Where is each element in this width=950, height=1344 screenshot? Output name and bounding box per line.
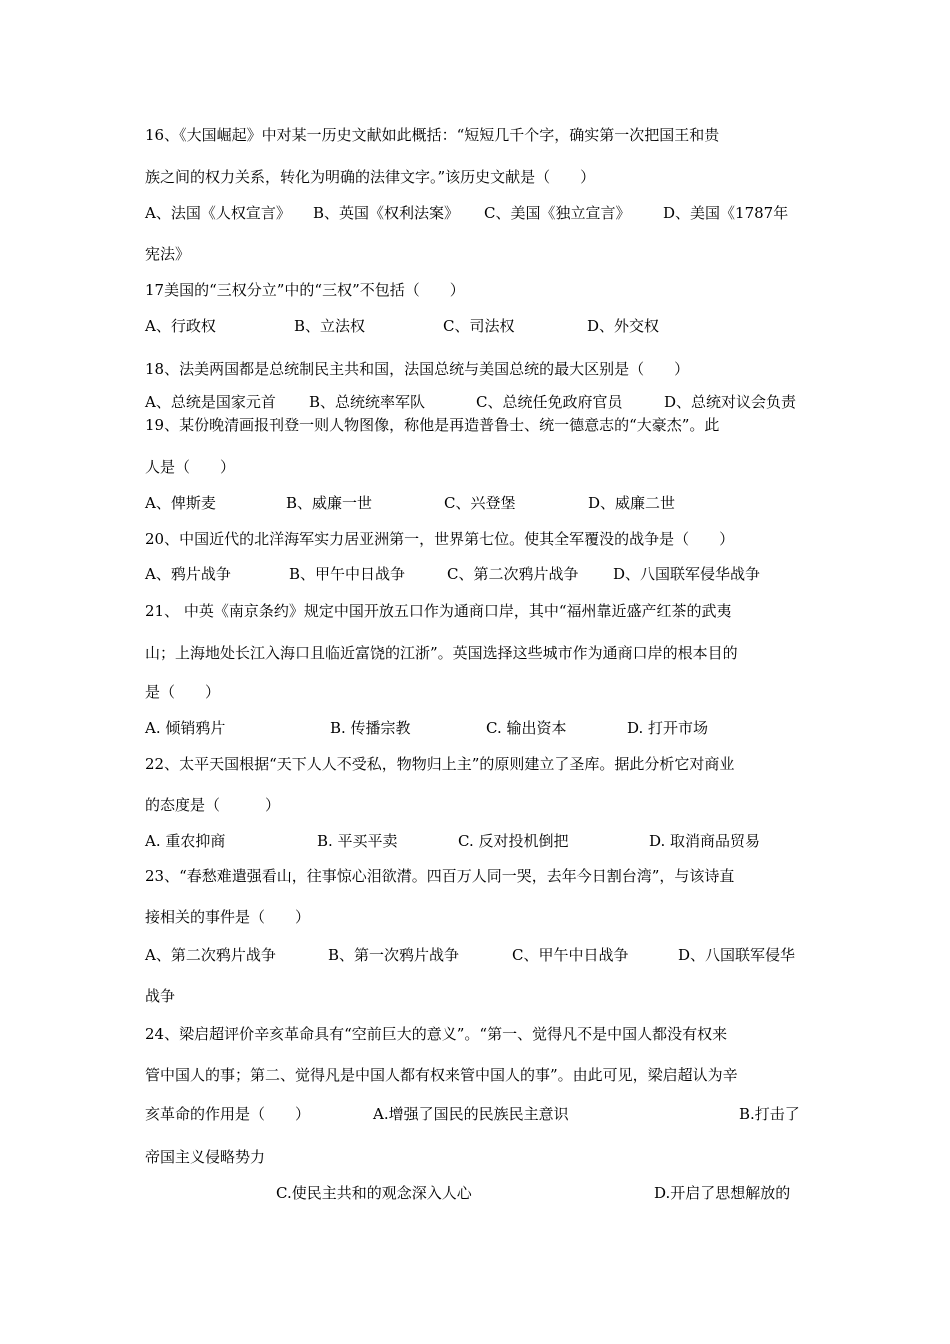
question-22-line-1: 22、太平天国根据“天下人人不受私，物物归上主”的原则建立了圣库。据此分析它对商业 <box>145 755 735 773</box>
option-c: C、第二次鸦片战争 <box>447 565 579 583</box>
option-d: D、总统对议会负责 <box>664 393 797 411</box>
option-a: A.增强了国民的民族民主意识 <box>373 1105 569 1123</box>
option-b: B、英国《权利法案》 <box>313 204 460 222</box>
question-21-line-1: 21、 中英《南京条约》规定中国开放五口作为通商口岸，其中“福州靠近盛产红茶的武夷 <box>145 602 732 620</box>
option-a: A. 重农抑商 <box>145 832 226 850</box>
option-d: D、美国《1787年 <box>663 204 789 222</box>
question-24-line-3: 亥革命的作用是（ ） <box>145 1105 311 1123</box>
option-a: A、行政权 <box>145 317 216 335</box>
question-21-line-2: 山；上海地处长江入海口且临近富饶的江浙”。英国选择这些城市作为通商口岸的根本目的 <box>145 644 738 662</box>
option-b: B. 传播宗教 <box>330 719 411 737</box>
option-c: C、总统任免政府官员 <box>476 393 623 411</box>
option-c: C、甲午中日战争 <box>512 946 629 964</box>
option-d: D. 打开市场 <box>627 719 709 737</box>
option-b: B. 平买平卖 <box>317 832 398 850</box>
option-b-continued: 帝国主义侵略势力 <box>145 1148 266 1166</box>
option-c: C. 输出资本 <box>486 719 567 737</box>
question-23-line-1: 23、“春愁难遣强看山，往事惊心泪欲潸。四百万人同一哭，去年今日割台湾”，与该诗直 <box>145 867 735 885</box>
option-c: C、美国《独立宣言》 <box>484 204 631 222</box>
option-a: A、总统是国家元首 <box>145 393 276 411</box>
option-b: B、第一次鸦片战争 <box>328 946 460 964</box>
question-20-line-1: 20、中国近代的北洋海军实力居亚洲第一，世界第七位。使其全军覆没的战争是（ ） <box>145 530 735 548</box>
option-a: A、法国《人权宣言》 <box>145 204 291 222</box>
question-23-option-d-continued: 战争 <box>145 987 176 1005</box>
question-24-line-2: 管中国人的事；第二、觉得凡是中国人都有权来管中国人的事”。由此可见，梁启超认为辛 <box>145 1066 738 1084</box>
question-21-line-3: 是（ ） <box>145 683 221 701</box>
option-a: A. 倾销鸦片 <box>145 719 226 737</box>
question-22-line-2: 的态度是（ ） <box>145 796 281 814</box>
option-c: C.使民主共和的观念深入人心 <box>276 1184 472 1202</box>
question-17-line-1: 17美国的“三权分立”中的“三权”不包括（ ） <box>145 281 465 299</box>
option-a: A、第二次鸦片战争 <box>145 946 276 964</box>
question-18-line-1: 18、法美两国都是总统制民主共和国，法国总统与美国总统的最大区别是（ ） <box>145 360 690 378</box>
option-a: A、鸦片战争 <box>145 565 231 583</box>
option-b: B、甲午中日战争 <box>289 565 406 583</box>
question-23-line-2: 接相关的事件是（ ） <box>145 908 311 926</box>
option-d: D、八国联军侵华 <box>678 946 796 964</box>
option-d: D、威廉二世 <box>588 494 676 512</box>
question-19-line-1: 19、某份晚清画报刊登一则人物图像，称他是再造普鲁士、统一德意志的“大豪杰”。此 <box>145 416 720 434</box>
option-a: A、俾斯麦 <box>145 494 216 512</box>
option-d: D、八国联军侵华战争 <box>613 565 761 583</box>
option-c: C. 反对投机倒把 <box>458 832 569 850</box>
option-b: B、威廉一世 <box>286 494 373 512</box>
question-16-line-1: 16、《大国崛起》中对某一历史文献如此概括：“短短几千个字，确实第一次把国王和贵 <box>145 126 720 144</box>
option-d: D.开启了思想解放的 <box>654 1184 791 1202</box>
question-16-option-d-continued: 宪法》 <box>145 245 191 263</box>
question-16-line-2: 族之间的权力关系，转化为明确的法律文字。”该历史文献是（ ） <box>145 168 596 186</box>
option-b: B.打击了 <box>739 1105 800 1123</box>
option-d: D、外交权 <box>587 317 660 335</box>
question-19-line-2: 人是（ ） <box>145 458 236 476</box>
option-c: C、司法权 <box>443 317 515 335</box>
option-b: B、立法权 <box>294 317 366 335</box>
option-d: D. 取消商品贸易 <box>649 832 761 850</box>
question-24-line-1: 24、梁启超评价辛亥革命具有“空前巨大的意义”。“第一、觉得凡不是中国人都没有权来 <box>145 1025 728 1043</box>
option-b: B、总统统率军队 <box>309 393 426 411</box>
option-c: C、兴登堡 <box>444 494 516 512</box>
